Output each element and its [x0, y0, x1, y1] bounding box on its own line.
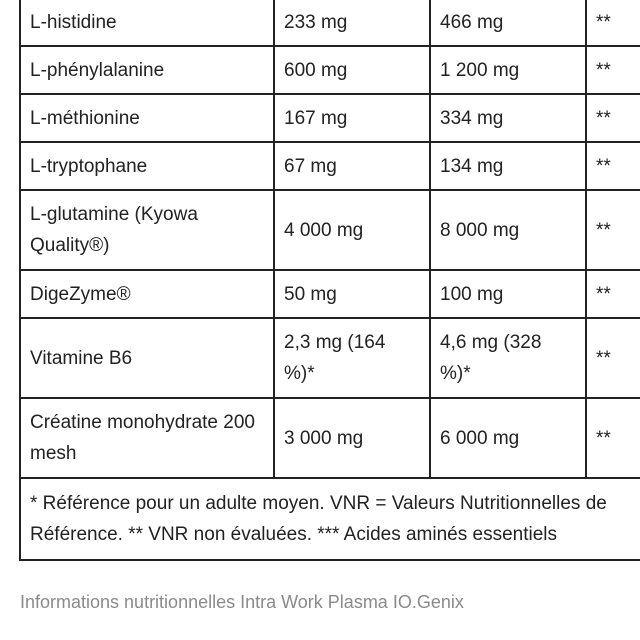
table-row: [20, 398, 640, 478]
nutrition-table: [19, 0, 640, 561]
dose-single: 3 000 mg: [274, 398, 430, 478]
dose-single: 67 mg: [274, 142, 430, 190]
table-row: [20, 318, 640, 398]
vnr-value: **: [586, 318, 640, 398]
vnr-value: **: [586, 190, 640, 270]
vnr-value: **: [586, 270, 640, 318]
table-row: [20, 190, 640, 270]
dose-single: 233 mg: [274, 0, 430, 46]
dose-double: 334 mg: [430, 94, 586, 142]
ingredient-name: L-glutamine (Kyowa Quality®): [20, 190, 274, 270]
footnote-row: [20, 478, 640, 560]
vnr-value: **: [586, 94, 640, 142]
dose-single: 600 mg: [274, 46, 430, 94]
table-row: [20, 0, 640, 46]
image-caption: Informations nutritionnelles Intra Work Plasma IO.Genix: [20, 592, 464, 612]
dose-double: 1 200 mg: [430, 46, 586, 94]
dose-double: 466 mg: [430, 0, 586, 46]
dose-single: 167 mg: [274, 94, 430, 142]
vnr-value: **: [586, 46, 640, 94]
dose-single: 2,3 mg (164 %)*: [274, 318, 430, 398]
vnr-value: **: [586, 398, 640, 478]
dose-double: 134 mg: [430, 142, 586, 190]
dose-double: 8 000 mg: [430, 190, 586, 270]
table-row: [20, 270, 640, 318]
vnr-value: **: [586, 142, 640, 190]
dose-double: 100 mg: [430, 270, 586, 318]
table-footnote: * Référence pour un adulte moyen. VNR = Valeurs Nutritionnelles de Référence. ** VNR non évaluées. *** Acides aminés essentiels: [20, 478, 640, 560]
ingredient-name: L-phénylalanine: [20, 46, 274, 94]
table-row: [20, 142, 640, 190]
ingredient-name: L-tryptophane: [20, 142, 274, 190]
table-row: [20, 94, 640, 142]
ingredient-name: Créatine monohydrate 200 mesh: [20, 398, 274, 478]
ingredient-name: L-histidine: [20, 0, 274, 46]
ingredient-name: Vitamine B6: [20, 318, 274, 398]
dose-double: 6 000 mg: [430, 398, 586, 478]
dose-single: 4 000 mg: [274, 190, 430, 270]
table-row: [20, 46, 640, 94]
ingredient-name: DigeZyme®: [20, 270, 274, 318]
dose-double: 4,6 mg (328 %)*: [430, 318, 586, 398]
dose-single: 50 mg: [274, 270, 430, 318]
vnr-value: **: [586, 0, 640, 46]
ingredient-name: L-méthionine: [20, 94, 274, 142]
